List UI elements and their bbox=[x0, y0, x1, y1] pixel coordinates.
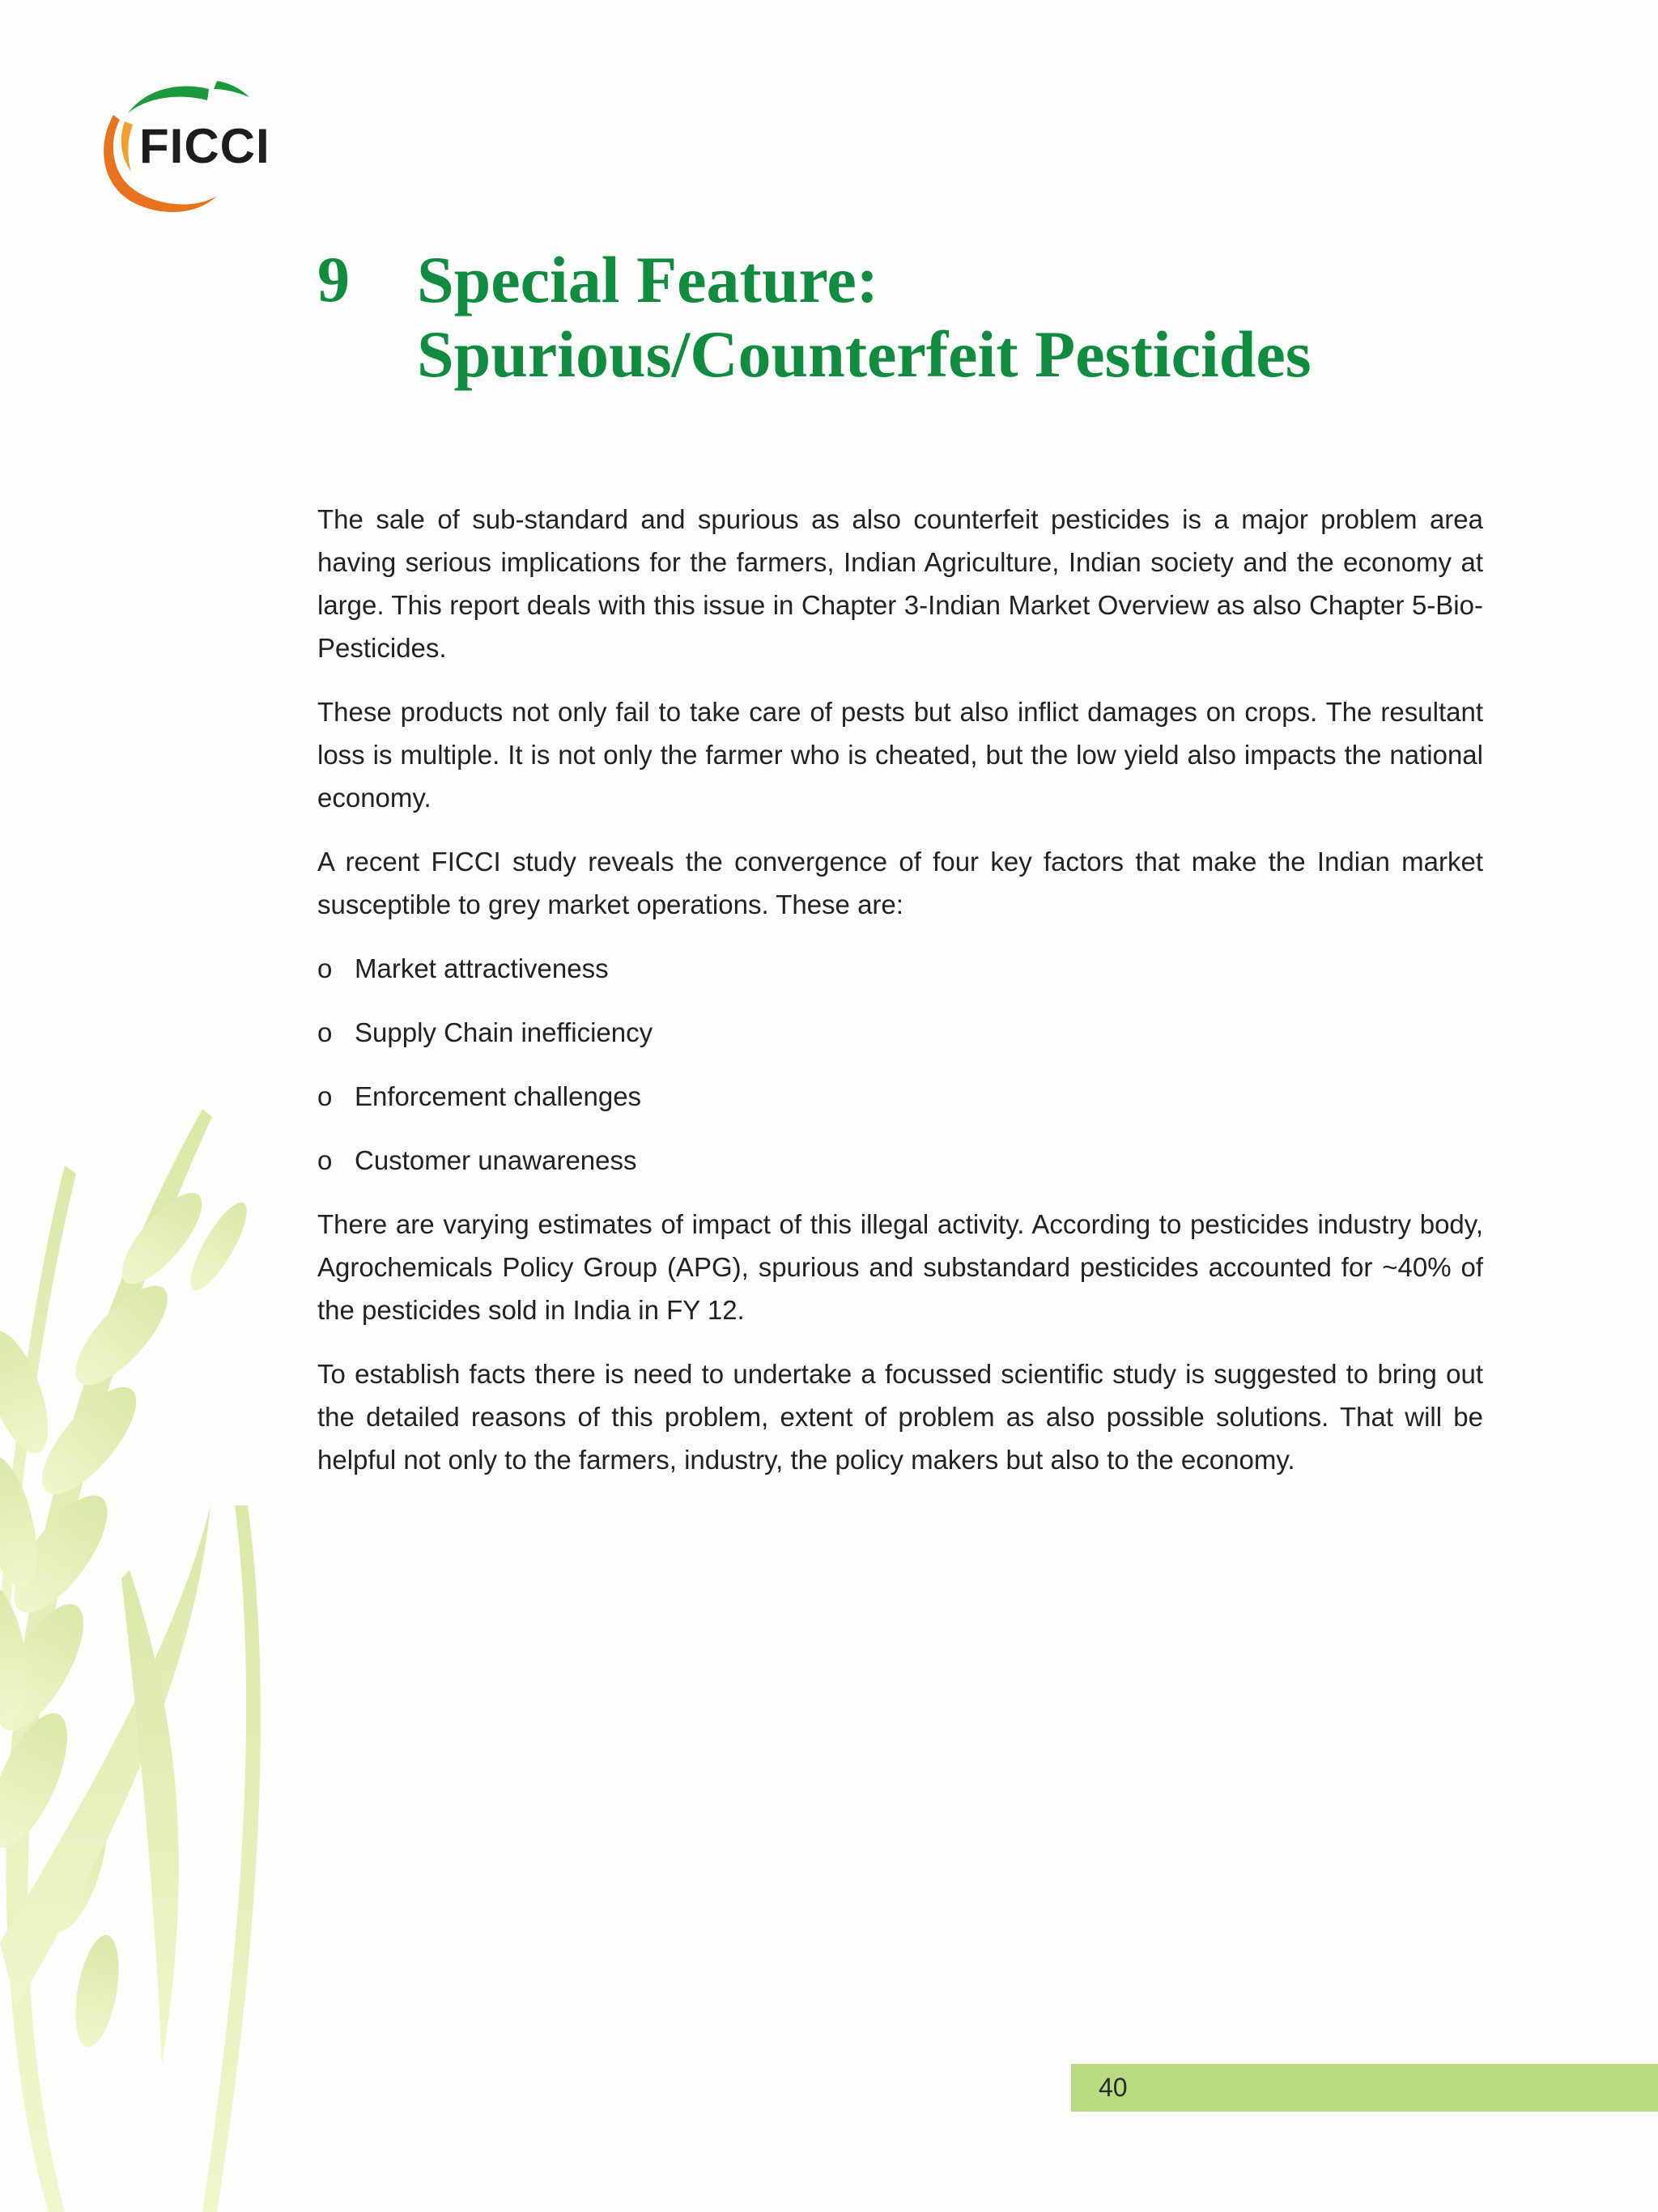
chapter-title-line-2: Spurious/Counterfeit Pesticides bbox=[417, 317, 1312, 391]
chapter-number: 9 bbox=[317, 244, 350, 316]
paragraph: These products not only fail to take care of pests but also inflict damages on crops. The resultant loss is multiple. It is not only the farmer who is cheated, but the low yield also impacts the national economy. bbox=[317, 697, 1483, 813]
bullet-item bbox=[317, 1139, 1483, 1182]
body-content bbox=[317, 498, 1483, 1502]
paragraph: A recent FICCI study reveals the convergence of four key factors that make the Indian market susceptible to grey market operations. These are: bbox=[317, 847, 1483, 919]
bullet-item bbox=[317, 947, 1483, 990]
bullet-text: Supply Chain inefficiency bbox=[355, 1017, 653, 1047]
bullet-marker: o bbox=[317, 1017, 333, 1047]
bullet-text: Enforcement challenges bbox=[355, 1081, 642, 1111]
bullet-item bbox=[317, 1075, 1483, 1118]
wheat-decoration-icon bbox=[0, 1052, 340, 2212]
bullet-marker: o bbox=[317, 953, 333, 983]
page-number: 40 bbox=[1099, 2073, 1128, 2102]
chapter-title bbox=[417, 243, 1567, 392]
bullet-item bbox=[317, 1011, 1483, 1054]
logo-green-arc bbox=[128, 87, 209, 113]
bullet-text: Customer unawareness bbox=[355, 1145, 637, 1175]
bullet-marker: o bbox=[317, 1145, 333, 1175]
paragraph: The sale of sub-standard and spurious as also counterfeit pesticides is a major problem area having serious implications for the farmers, Indian Agriculture, Indian society and the economy at large. This report deals with this issue in Chapter 3-Indian Market Overview as also Chapter 5-Bio-Pesticides. bbox=[317, 504, 1483, 663]
paragraph: There are varying estimates of impact of this illegal activity. According to pesticides industry body, Agrochemicals Policy Group (APG), spurious and substandard pesticides accounted for ~40% of the pesticides sold in India in FY 12. bbox=[317, 1209, 1483, 1325]
bullet-text: Market attractiveness bbox=[355, 953, 609, 983]
logo-text: FICCI bbox=[139, 119, 270, 173]
chapter-title-line-1: Special Feature: bbox=[417, 243, 879, 316]
logo-green-arc-2 bbox=[214, 81, 249, 97]
logo-orange-arc-2 bbox=[121, 121, 133, 172]
bullet-list bbox=[317, 947, 1483, 1182]
bullet-marker: o bbox=[317, 1081, 333, 1111]
paragraph: To establish facts there is need to undertake a focussed scientific study is suggested to bring out the detailed reasons of this problem, extent of problem as also possible solutions. That will be helpful not only to the farmers, industry, the policy makers but also to the economy. bbox=[317, 1359, 1483, 1475]
page-footer-bar bbox=[1071, 2064, 1658, 2112]
